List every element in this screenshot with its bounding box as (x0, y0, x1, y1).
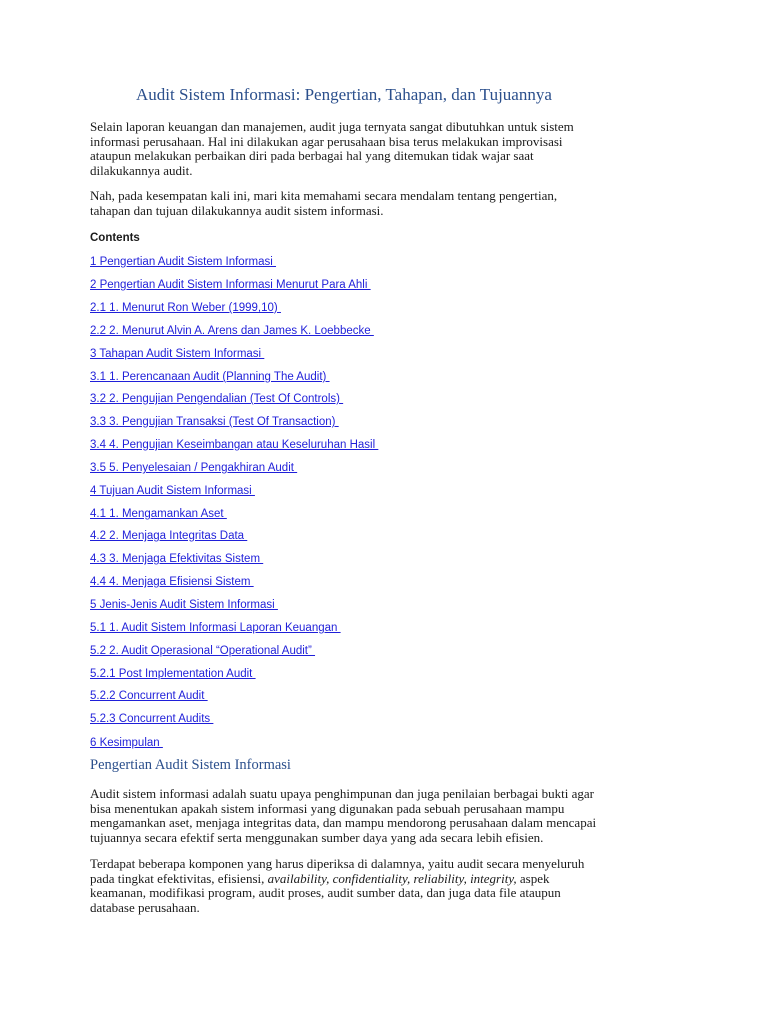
text-line: informasi perusahaan. Hal ini dilakukan agar perusahaan bisa terus melakukan improvisasi (90, 133, 563, 149)
toc-link[interactable]: 5.1 1. Audit Sistem Informasi Laporan Keuangan (90, 622, 341, 634)
page-title: Audit Sistem Informasi: Pengertian, Tahapan, dan Tujuannya (136, 85, 552, 104)
text-line: Terdapat beberapa komponen yang harus diperiksa di dalamnya, yaitu audit secara menyeluruh (90, 856, 585, 871)
text-segment: pada tingkat efektivitas, efisiensi, (90, 870, 268, 886)
toc-link[interactable]: 5.2.1 Post Implementation Audit (90, 668, 256, 680)
toc-link[interactable]: 4.2 2. Menjaga Integritas Data (90, 530, 248, 542)
italic-terms: availability, confidentiality, reliability, integrity, (267, 870, 517, 886)
text-line: Nah, pada kesempatan kali ini, mari kita memahami secara mendalam tentang pengertian, (90, 188, 558, 203)
document-page (90, 0, 690, 1024)
text-line: database perusahaan. (90, 899, 200, 915)
text-line: bisa menentukan apakah sistem informasi yang digunakan pada sebuah perusahaan mampu (90, 800, 565, 816)
text-line: Selain laporan keuangan dan manajemen, audit juga ternyata sangat dibutuhkan untuk sistem (90, 119, 574, 134)
toc-link[interactable]: 3.1 1. Perencanaan Audit (Planning The Audit) (90, 371, 330, 383)
intro-paragraph-2 (90, 189, 690, 218)
toc-link[interactable]: 3 Tahapan Audit Sistem Informasi (90, 348, 265, 360)
text-line: mengamankan aset, menjaga integritas data, dan mampu mendorong perusahaan dalam mencapai (90, 815, 597, 830)
toc-link[interactable]: 3.5 5. Penyelesaian / Pengakhiran Audit (90, 462, 298, 474)
intro-paragraph (90, 120, 690, 178)
section-paragraph (90, 787, 690, 845)
toc-link[interactable]: 2.1 1. Menurut Ron Weber (1999,10) (90, 302, 281, 314)
toc-link[interactable]: 3.2 2. Pengujian Pengendalian (Test Of Controls) (90, 393, 344, 405)
toc-link[interactable]: 4.1 1. Mengamankan Aset (90, 508, 227, 520)
section-paragraph-2 (90, 857, 690, 915)
text-segment: aspek (516, 870, 550, 886)
text-line: Audit sistem informasi adalah suatu upaya penghimpunan dan juga penilaian berbagai bukti agar (90, 786, 594, 801)
toc-link[interactable]: 5.2.2 Concurrent Audit (90, 690, 208, 702)
text-line: dilakukannya audit. (90, 162, 193, 178)
text-line: tahapan dan tujuan dilakukannya audit sistem informasi. (90, 202, 384, 218)
toc-link[interactable]: 3.3 3. Pengujian Transaksi (Test Of Transaction) (90, 416, 339, 428)
section-heading: Pengertian Audit Sistem Informasi (90, 757, 291, 773)
text-line (90, 872, 690, 887)
toc-link[interactable]: 2.2 2. Menurut Alvin A. Arens dan James K. Loebbecke (90, 325, 374, 337)
toc-link[interactable]: 3.4 4. Pengujian Keseimbangan atau Keseluruhan Hasil (90, 439, 379, 451)
text-line: tujuannya secara efektif serta menggunakan sumber daya yang ada secara lebih efisien. (90, 829, 544, 845)
toc-link[interactable]: 4.4 4. Menjaga Efisiensi Sistem (90, 576, 254, 588)
toc-link[interactable]: 5.2 2. Audit Operasional “Operational Audit” (90, 645, 316, 657)
text-line: ataupun melakukan perbaikan diri pada berbagai hal yang ditemukan tidak wajar saat (90, 148, 534, 163)
toc-link[interactable]: 5 Jenis-Jenis Audit Sistem Informasi (90, 599, 278, 611)
toc-link[interactable]: 1 Pengertian Audit Sistem Informasi (90, 256, 277, 268)
toc-link[interactable]: 4.3 3. Menjaga Efektivitas Sistem (90, 553, 264, 565)
toc-link[interactable]: 4 Tujuan Audit Sistem Informasi (90, 485, 255, 497)
toc-link[interactable]: 6 Kesimpulan (90, 737, 163, 749)
text-line: keamanan, modifikasi program, audit proses, audit sumber data, dan juga data file ataupun (90, 885, 561, 900)
toc-link[interactable]: 5.2.3 Concurrent Audits (90, 713, 214, 725)
contents-heading: Contents (90, 232, 140, 244)
toc-link[interactable]: 2 Pengertian Audit Sistem Informasi Menurut Para Ahli (90, 279, 371, 291)
